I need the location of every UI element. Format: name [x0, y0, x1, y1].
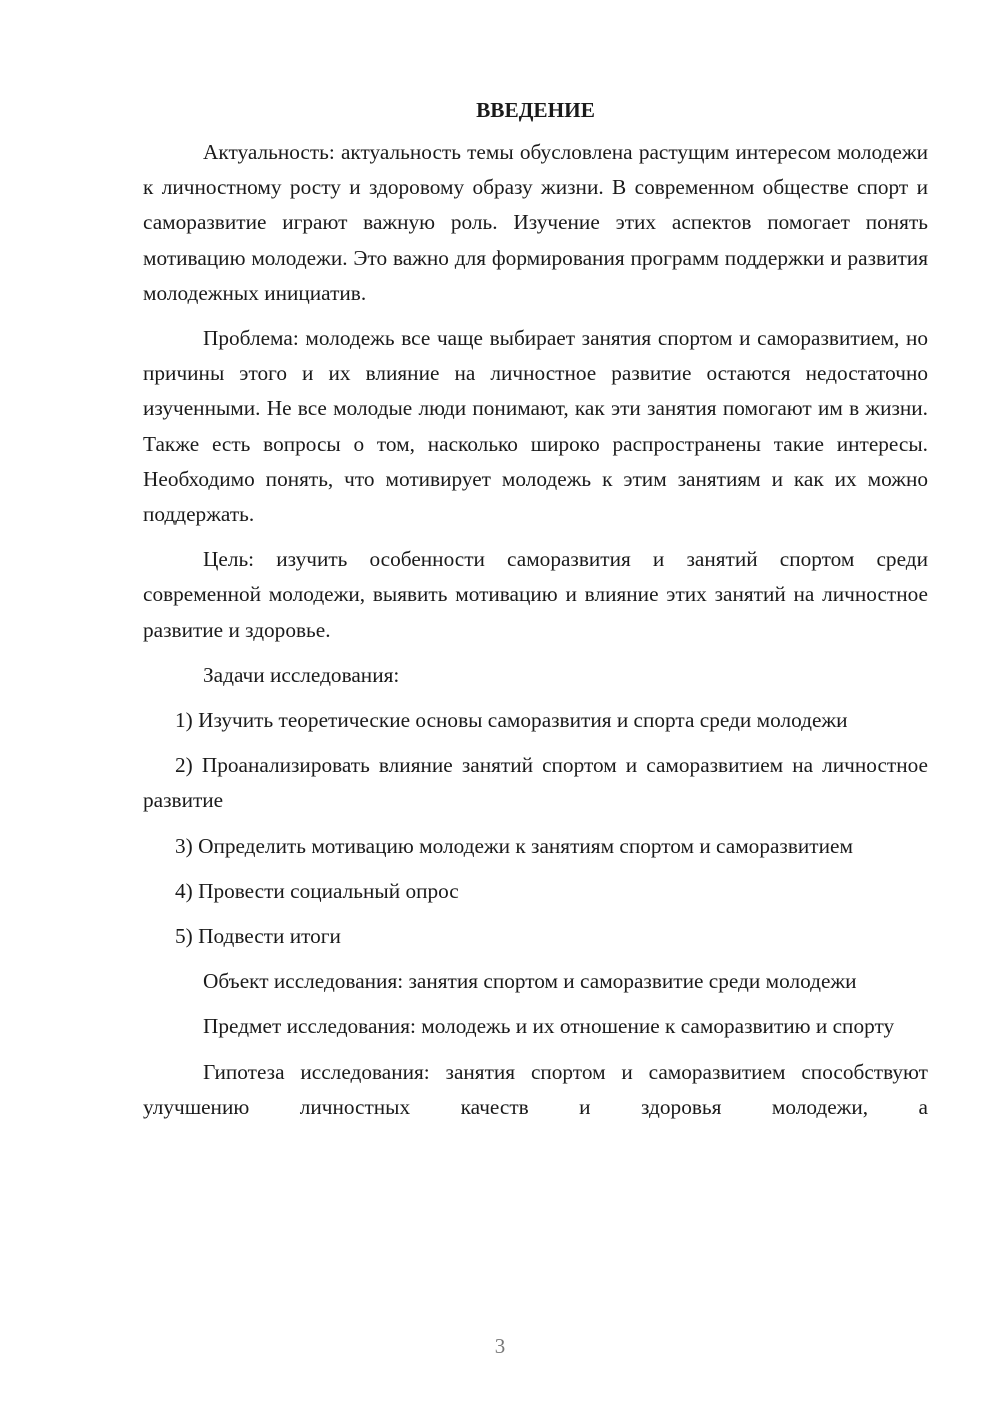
paragraph-problem: Проблема: молодежь все чаще выбирает занятия спортом и саморазвитием, но причины этого и их влияние на личностное развитие остаются недостаточно изученными. Не все молодые люди понимают, как эти занятия помогают им в жизни. Также есть вопросы о том, насколько широко распространены такие интересы. Необходимо понять, что мотивирует молодежь к этим занятиям и как их можно поддержать.: [143, 326, 928, 527]
task-item-2: 2) Проанализировать влияние занятий спортом и саморазвитием на личностное развитие: [143, 753, 928, 813]
tasks-heading: Задачи исследования:: [203, 662, 400, 687]
section-title: ВВЕДЕНИЕ: [476, 98, 595, 122]
page-number: 3: [494, 1334, 506, 1358]
document-body: [143, 95, 928, 1135]
task-item-3: 3) Определить мотивацию молодежи к занятиям спортом и саморазвитием: [175, 833, 853, 858]
paragraph-hypothesis: Гипотеза исследования: занятия спортом и саморазвитием способствуют улучшению личностных качеств и здоровья молодежи, а: [143, 1059, 928, 1119]
task-item-4: 4) Провести социальный опрос: [175, 878, 459, 903]
paragraph-goal: Цель: изучить особенности саморазвития и занятий спортом среди современной молодежи, выявить мотивацию и влияние этих занятий на личностное развитие и здоровье.: [143, 547, 928, 642]
task-item-1: 1) Изучить теоретические основы саморазвития и спорта среди молодежи: [175, 708, 848, 733]
paragraph-subject: Предмет исследования: молодежь и их отношение к саморазвитию и спорту: [203, 1014, 895, 1039]
paragraph-object: Объект исследования: занятия спортом и саморазвитие среди молодежи: [203, 969, 857, 994]
task-item-5: 5) Подвести итоги: [175, 924, 341, 949]
paragraph-relevance: Актуальность: актуальность темы обусловлена растущим интересом молодежи к личностному росту и здоровому образу жизни. В современном обществе спорт и саморазвитие играют важную роль. Изучение этих аспектов помогает понять мотивацию молодежи. Это важно для формирования программ поддержки и развития молодежных инициатив.: [143, 140, 928, 305]
